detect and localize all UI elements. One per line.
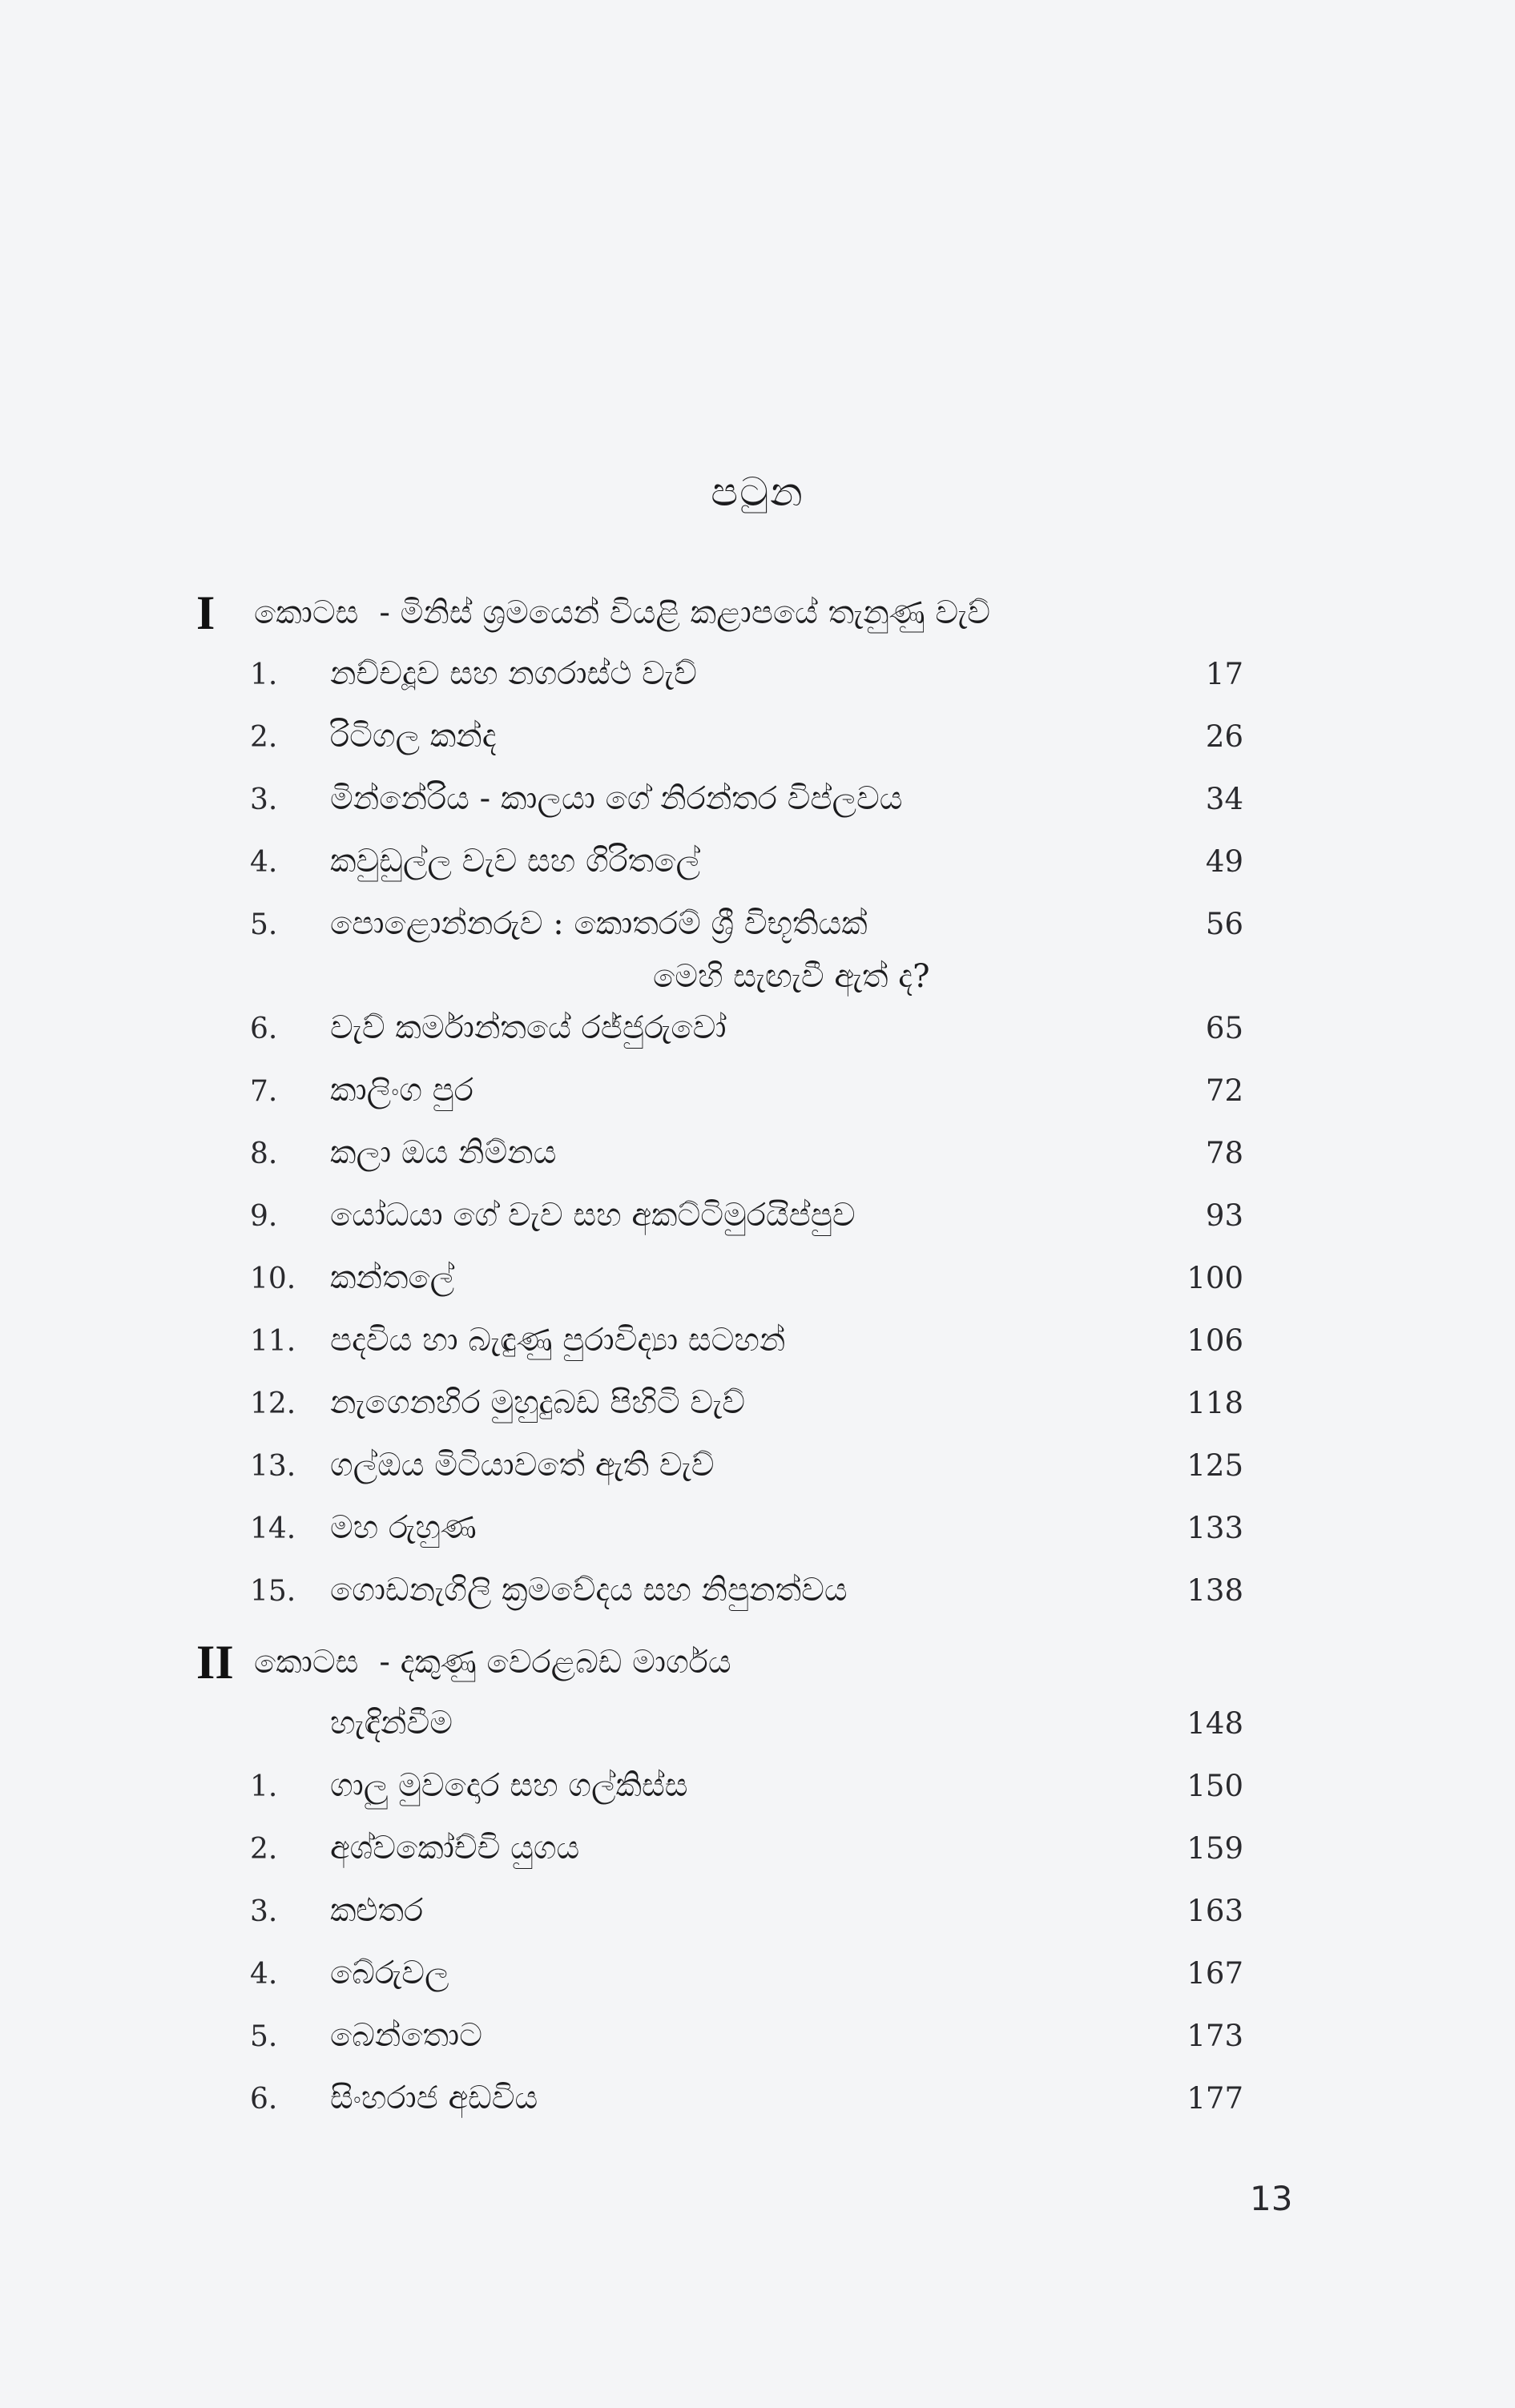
entry-page: 65 xyxy=(1205,1011,1243,1045)
entry-title: බේරුවල xyxy=(330,1955,449,1991)
part-2-numeral: II xyxy=(196,1635,234,1689)
entry-page: 125 xyxy=(1187,1448,1243,1483)
toc-entry xyxy=(250,897,1243,955)
entry-number: 13. xyxy=(250,1450,296,1483)
entry-page: 100 xyxy=(1187,1261,1243,1295)
entry-number: 3. xyxy=(250,783,278,816)
entry-page: 133 xyxy=(1187,1511,1243,1545)
entry-title: යෝධයා ගේ වැව සහ අකට්ටිමුරයිප්පුව xyxy=(330,1197,856,1234)
entry-page: 163 xyxy=(1187,1894,1243,1928)
entry-title: රිටිගල කන්ද xyxy=(330,718,497,755)
toc-entry xyxy=(250,1126,1243,1184)
part-1-subtitle: - මිනිස් ශ්‍රමයෙන් වියළි කළාපයේ තැනුණු වැව් xyxy=(379,594,991,631)
entry-number: 1. xyxy=(250,658,278,691)
entry-page: 118 xyxy=(1187,1386,1243,1420)
entry-page: 49 xyxy=(1205,844,1243,879)
toc-entry xyxy=(250,1314,1243,1371)
entry-title: හැඳින්වීම xyxy=(330,1705,453,1742)
entry-title: ගොඩනැගිලි ක්‍රමවේදය සහ නිපුනත්වය xyxy=(330,1572,848,1609)
part-2-heading xyxy=(196,1630,731,1694)
entry-title: මහ රුහුණ xyxy=(330,1509,477,1546)
toc-entry xyxy=(250,1439,1243,1496)
toc-entry xyxy=(250,835,1243,892)
toc-entry xyxy=(250,772,1243,830)
entry-page: 56 xyxy=(1205,907,1243,941)
entry-page: 17 xyxy=(1205,657,1243,691)
entry-number: 15. xyxy=(250,1575,296,1608)
toc-entry xyxy=(250,2009,1243,2067)
entry-page: 150 xyxy=(1187,1769,1243,1803)
entry-number: 2. xyxy=(250,1833,278,1866)
toc-entry xyxy=(250,1064,1243,1121)
entry-title: කළුතර xyxy=(330,1892,424,1929)
part-2-subtitle: - දකුණු වෙරළබඩ මාර්ගය xyxy=(379,1644,731,1681)
entry-page: 106 xyxy=(1187,1323,1243,1358)
entry-title: කන්තලේ xyxy=(330,1259,455,1296)
page-number: 13 xyxy=(1250,2179,1293,2218)
entry-page: 177 xyxy=(1187,2081,1243,2116)
toc-entry xyxy=(250,1189,1243,1246)
entry-number: 7. xyxy=(250,1075,278,1108)
entry-page: 72 xyxy=(1205,1073,1243,1108)
entry-title: නච්චදූව සහ නගරාස්ථ වැව් xyxy=(330,655,697,692)
entry-title: මින්නේරිය - කාලයා ගේ නිරන්තර විප්ලවය xyxy=(330,780,903,817)
entry-number: 9. xyxy=(250,1200,278,1233)
entry-title: අශ්වකෝච්චි යුගය xyxy=(330,1830,580,1866)
entry-title: නැගෙනහිර මුහුදුබඩ පිහිටි වැව් xyxy=(330,1384,745,1421)
entry-number: 5. xyxy=(250,2020,278,2053)
entry-number: 3. xyxy=(250,1895,278,1928)
entry-page: 26 xyxy=(1205,719,1243,754)
entry-title: බෙන්තොට xyxy=(330,2017,482,2054)
toc-entry xyxy=(250,1001,1243,1059)
page-title: පටුන xyxy=(711,469,804,515)
entry-number: 2. xyxy=(250,721,278,754)
entry-page: 148 xyxy=(1187,1706,1243,1741)
toc-entry xyxy=(250,1947,1243,2004)
part-1-heading xyxy=(196,581,990,645)
part-1-numeral: I xyxy=(196,586,216,639)
toc-entry xyxy=(250,647,1243,705)
toc-entry xyxy=(250,1501,1243,1559)
toc-entry xyxy=(250,1759,1243,1817)
toc-entry xyxy=(250,1822,1243,1879)
entry-page: 159 xyxy=(1187,1831,1243,1866)
entry-number: 6. xyxy=(250,2083,278,2116)
entry-number: 8. xyxy=(250,1138,278,1170)
entry-title-continuation: මෙහි සැඟැවී ඇත් ද? xyxy=(653,958,930,995)
entry-number: 12. xyxy=(250,1387,296,1420)
part-1-label: කොටස xyxy=(254,594,359,631)
entry-page: 78 xyxy=(1205,1136,1243,1170)
entry-number: 5. xyxy=(250,908,278,941)
entry-title: පදවිය හා බැඳුණු පුරාවිද්‍යා සටහන් xyxy=(330,1322,786,1359)
entry-number: 6. xyxy=(250,1013,278,1045)
entry-page: 138 xyxy=(1187,1573,1243,1608)
toc-entry xyxy=(250,710,1243,767)
toc-entry xyxy=(250,2072,1243,2129)
entry-title: වැව් කර්මාන්තයේ රජ්ජුරුවෝ xyxy=(330,1009,727,1046)
toc-entry xyxy=(250,1564,1243,1621)
entry-number: 4. xyxy=(250,846,278,879)
entry-number: 1. xyxy=(250,1770,278,1803)
toc-entry-intro xyxy=(250,1697,1243,1754)
entry-page: 34 xyxy=(1205,782,1243,816)
part-2-label: කොටස xyxy=(254,1644,359,1681)
toc-entry xyxy=(250,1251,1243,1309)
entry-page: 93 xyxy=(1205,1198,1243,1233)
entry-title: පොළොන්නරුව : කොතරම් ශ්‍රී විභූතියක් xyxy=(330,905,868,942)
entry-title: කාලිංග පුර xyxy=(330,1072,473,1109)
entry-page: 173 xyxy=(1187,2019,1243,2053)
toc-entry xyxy=(250,1884,1243,1942)
entry-number: 4. xyxy=(250,1958,278,1991)
entry-page: 167 xyxy=(1187,1956,1243,1991)
entry-title: ගල්ඔය මිටියාවතේ ඇති වැව් xyxy=(330,1447,715,1484)
entry-number: 14. xyxy=(250,1512,296,1545)
entry-title: ගාලු මුවදොර සහ ගල්කිස්ස xyxy=(330,1767,688,1804)
toc-entry xyxy=(250,1376,1243,1434)
entry-number: 11. xyxy=(250,1325,296,1358)
entry-title: කවුඩුල්ල වැව සහ ගිරිතලේ xyxy=(330,843,700,880)
entry-title: කලා ඔය නිම්නය xyxy=(330,1134,557,1171)
entry-title: සිංහරාජ අඩවිය xyxy=(330,2080,538,2116)
entry-number: 10. xyxy=(250,1262,296,1295)
